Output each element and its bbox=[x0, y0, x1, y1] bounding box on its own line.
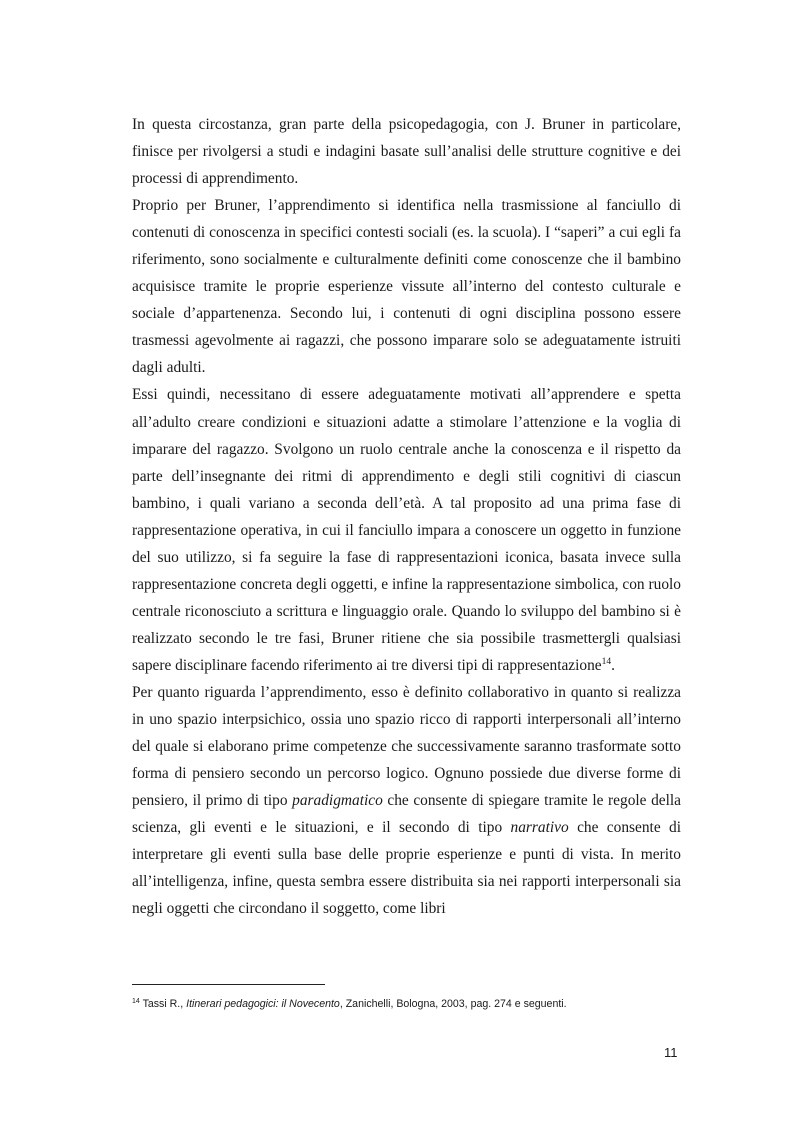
paragraph-1-text: In questa circostanza, gran parte della psicopedagogia, con J. Bruner in particolare, finisce per rivolgersi a studi e indagini basate sull’analisi delle strutture cognitive e dei processi di apprendimento. bbox=[132, 116, 681, 188]
footnote-author: Tassi R., bbox=[142, 998, 187, 1010]
paragraph-4-text-c: che consente di interpretare gli eventi sulla base delle proprie esperienze e punti di vista. In merito all’intelligenza, infine, questa sembra essere distribuita sia nei rapporti interpersonali sia negli oggetti che circondano il soggetto, come libri bbox=[132, 819, 682, 918]
body-text bbox=[132, 111, 681, 922]
footnote-title: Itinerari pedagogici: il Novecento bbox=[186, 998, 340, 1010]
paragraph-3-end: . bbox=[611, 656, 615, 674]
footnote bbox=[132, 995, 692, 1011]
paragraph-2-text: Proprio per Bruner, l’apprendimento si identifica nella trasmissione al fanciullo di contenuti di conoscenza in specifici contesti sociali (es. la scuola). I “saperi” a cui egli fa riferimento, sono socialmente e culturalmente definiti come conoscenze che il bambino acquisisce tramite le proprie esperienze vissute all’interno del contesto culturale e sociale d’appartenenza. Secondo lui, i contenuti di ogni disciplina possono essere trasmessi agevolmente ai ragazzi, che possono imparare solo se adeguatamente istruiti dagli adulti. bbox=[132, 197, 681, 377]
footnote-details: , Zanichelli, Bologna, 2003, pag. 274 e seguenti. bbox=[339, 998, 567, 1010]
paragraph-4-text-a: Per quanto riguarda l’apprendimento, esso è definito collaborativo in quanto si realizza in uno spazio interpsichico, ossia uno spazio ricco di rapporti interpersonali all’interno del quale si elaborano prime competenze che successivamente saranno trasformate sotto forma di pensiero secondo un percorso logico. Ognuno possiede due diverse forme di pensiero, il primo di tipo bbox=[132, 683, 681, 810]
paragraph-4-text-b: che consente di spiegare tramite le regole della scienza, gli eventi e le situazioni, e il secondo di tipo bbox=[132, 792, 681, 837]
footnote-reference: 14 bbox=[601, 656, 612, 667]
paragraph-2 bbox=[132, 192, 681, 381]
footnote-separator bbox=[132, 984, 325, 985]
paragraph-3 bbox=[132, 381, 681, 679]
paragraph-1 bbox=[132, 111, 681, 192]
footnote-number: 14 bbox=[132, 998, 140, 1005]
page-number: 11 bbox=[664, 1045, 678, 1060]
paragraph-4 bbox=[132, 679, 681, 922]
paragraph-4-emphasis-narrativo: narrativo bbox=[510, 819, 569, 837]
paragraph-4-emphasis-paradigmatico: paradigmatico bbox=[292, 792, 383, 810]
paragraph-3-text: Essi quindi, necessitano di essere adeguatamente motivati all’apprendere e spetta all’adulto creare condizioni e situazioni adatte a stimolare l’attenzione e la voglia di imparare del ragazzo. Svolgono un ruolo centrale anche la conoscenza e il rispetto da parte dell’insegnante dei ritmi di apprendimento e degli stili cognitivi di ciascun bambino, i quali variano a seconda dell’età. A tal proposito ad una prima fase di rappresentazione operativa, in cui il fanciullo impara a conoscere un oggetto in funzione del suo utilizzo, si fa seguire la fase di rappresentazioni iconica, basata invece sulla rappresentazione concreta degli oggetti, e infine la rappresentazione simbolica, con ruolo centrale riconosciuto a scrittura e linguaggio orale. Quando lo sviluppo del bambino si è realizzato secondo le tre fasi, Bruner ritiene che sia possibile trasmettergli qualsiasi sapere disciplinare facendo riferimento ai tre diversi tipi di rappresentazione bbox=[132, 386, 681, 674]
